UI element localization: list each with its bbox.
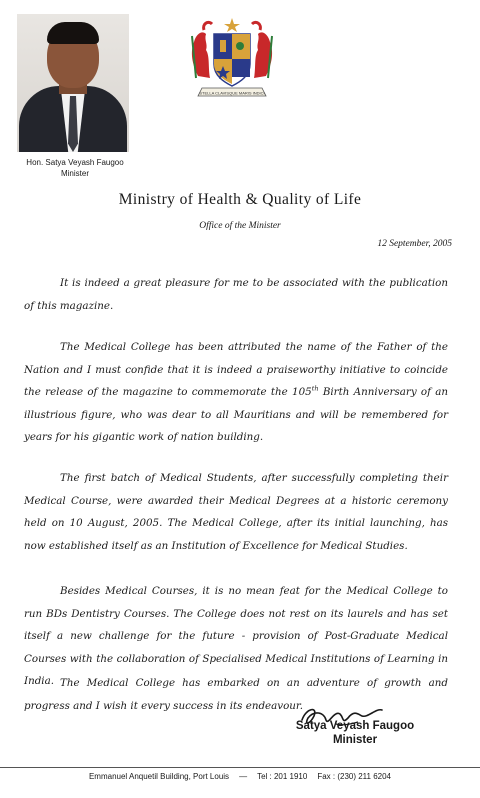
- caption-title: Minister: [60, 169, 89, 178]
- letter-date: 12 September, 2005: [377, 239, 452, 249]
- footer-divider: [0, 767, 480, 768]
- office-subtitle: Office of the Minister: [199, 221, 281, 231]
- ministry-title: Ministry of Health & Quality of Life: [118, 191, 362, 208]
- paragraph-2-part-a: The Medical College has been attributed the name of the Father of the Nation and I must confide that it is indeed a praiseworthy initiative to coincide the release of the magazine to commemorate the 105: [24, 341, 448, 398]
- coat-of-arms-icon: [184, 16, 280, 102]
- signatory-name: Satya Veyash Faugoo: [295, 720, 415, 732]
- letter-paragraph-4: Besides Medical Courses, it is no mean feat for the Medical College to run BDs Dentistry Courses. The College does not rest on its laurels and has set itself a new challenge for the future - provision of Post-Graduate Medical Courses with the collaboration of Specialised Medical Institutions of Learning in India.: [24, 585, 448, 687]
- minister-photo: [17, 14, 129, 152]
- signatory-title: Minister: [332, 734, 378, 746]
- photo-caption: [0, 157, 150, 179]
- letter-paragraph-3: The first batch of Medical Students, after successfully completing their Medical Course, were awarded their Medical Degrees at a historic ceremony held on 10 August, 2005. The Medical College, after its initial launching, has now established itself as an Institution of Excellence for Medical Studies.: [24, 472, 448, 552]
- footer-address: Emmanuel Anquetil Building, Port Louis: [88, 772, 230, 781]
- footer-tel: Tel : 201 1910: [257, 772, 308, 781]
- footer-dash: —: [239, 772, 248, 781]
- footer-fax: Fax : (230) 211 6204: [317, 772, 392, 781]
- letter-paragraph-1: It is indeed a great pleasure for me to be associated with the publication of this magazine.: [24, 277, 448, 312]
- letter-paragraph-2: [24, 336, 448, 449]
- ordinal-superscript: th: [311, 384, 319, 393]
- crest-motto: STELLA CLAVISQUE MARIS INDICI: [199, 90, 265, 96]
- footer-contact: [0, 772, 480, 781]
- caption-name: Hon. Satya Veyash Faugoo: [26, 158, 124, 167]
- paragraph-2-part-b: Birth Anniversary of an illustrious figure, who was dear to all Mauritians and will be remembered for years for his gigantic work of nation building.: [24, 386, 448, 443]
- letter-paragraph-5: The Medical College has embarked on an adventure of growth and progress and I wish it every success in its endeavour.: [24, 677, 448, 712]
- signatory-block: [258, 719, 452, 747]
